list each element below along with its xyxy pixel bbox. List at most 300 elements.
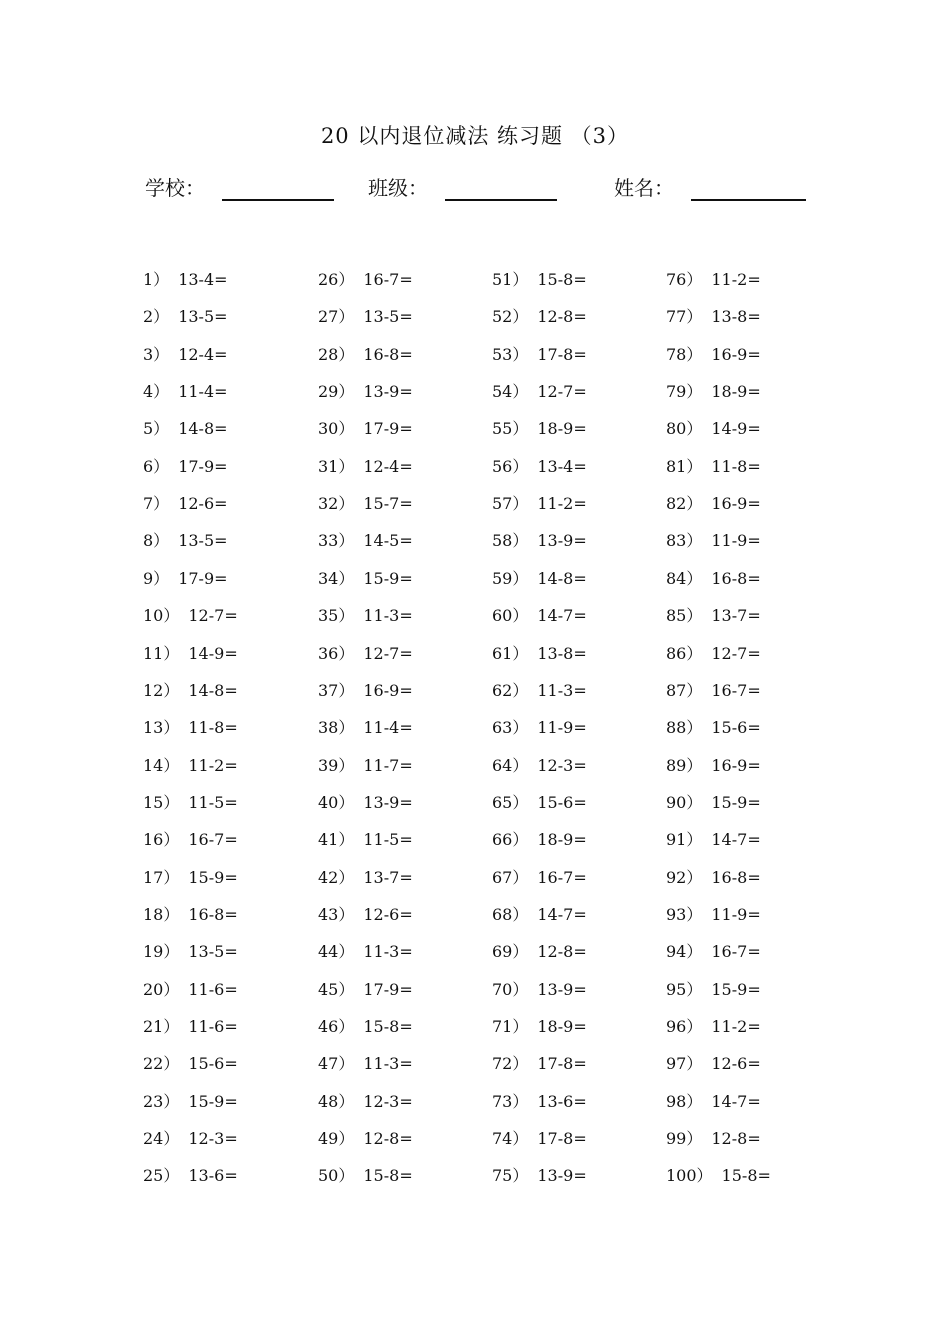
problem-item xyxy=(666,789,761,817)
problem-number: 17） xyxy=(143,868,180,887)
problem-number: 2） xyxy=(143,307,170,326)
problem-expression: 13-5= xyxy=(178,531,228,550)
problem-expression: 16-7= xyxy=(537,868,587,887)
problem-item xyxy=(318,1050,413,1078)
problem-number: 22） xyxy=(143,1054,180,1073)
problem-item xyxy=(143,901,238,929)
problem-item xyxy=(318,527,413,555)
problem-item xyxy=(492,976,587,1004)
problem-item xyxy=(143,677,238,705)
problem-expression: 11-2= xyxy=(188,756,238,775)
problem-number: 92） xyxy=(666,868,703,887)
problem-number: 83） xyxy=(666,531,703,550)
problem-item xyxy=(143,640,238,668)
problem-item xyxy=(492,303,587,331)
problem-expression: 16-7= xyxy=(363,270,413,289)
problem-expression: 15-6= xyxy=(537,793,587,812)
problem-item xyxy=(492,864,587,892)
problem-number: 62） xyxy=(492,681,529,700)
problem-item xyxy=(492,1088,587,1116)
problem-number: 64） xyxy=(492,756,529,775)
problem-number: 87） xyxy=(666,681,703,700)
problem-item xyxy=(492,1125,587,1153)
problem-item xyxy=(666,826,761,854)
problem-item xyxy=(666,901,761,929)
problem-expression: 11-3= xyxy=(363,942,413,961)
problem-number: 49） xyxy=(318,1129,355,1148)
problem-item xyxy=(666,1088,761,1116)
problem-item xyxy=(666,677,761,705)
problem-item xyxy=(492,938,587,966)
problem-expression: 15-8= xyxy=(363,1166,413,1185)
problem-expression: 14-8= xyxy=(178,419,228,438)
problem-item xyxy=(492,826,587,854)
problem-item xyxy=(666,453,761,481)
problem-item xyxy=(143,826,238,854)
problem-number: 4） xyxy=(143,382,170,401)
problem-expression: 11-8= xyxy=(188,718,238,737)
problem-expression: 12-7= xyxy=(537,382,587,401)
problem-item xyxy=(318,565,413,593)
problem-number: 44） xyxy=(318,942,355,961)
problem-item xyxy=(666,341,761,369)
problem-number: 94） xyxy=(666,942,703,961)
problem-expression: 11-6= xyxy=(188,980,238,999)
problem-number: 65） xyxy=(492,793,529,812)
problem-number: 97） xyxy=(666,1054,703,1073)
problem-expression: 16-8= xyxy=(363,345,413,364)
problem-item xyxy=(492,527,587,555)
problem-expression: 17-9= xyxy=(178,569,228,588)
problem-expression: 15-8= xyxy=(721,1166,771,1185)
problem-item xyxy=(143,752,238,780)
problem-expression: 12-6= xyxy=(711,1054,761,1073)
problem-number: 9） xyxy=(143,569,170,588)
problem-expression: 14-7= xyxy=(711,830,761,849)
problem-number: 78） xyxy=(666,345,703,364)
problem-number: 67） xyxy=(492,868,529,887)
problem-item xyxy=(666,640,761,668)
problem-expression: 13-7= xyxy=(711,606,761,625)
problem-item xyxy=(143,938,238,966)
problem-expression: 14-7= xyxy=(537,905,587,924)
problem-number: 42） xyxy=(318,868,355,887)
problem-number: 85） xyxy=(666,606,703,625)
problem-number: 12） xyxy=(143,681,180,700)
problem-number: 56） xyxy=(492,457,529,476)
problem-item xyxy=(143,453,228,481)
problem-expression: 11-8= xyxy=(711,457,761,476)
problem-item xyxy=(666,303,761,331)
problem-number: 34） xyxy=(318,569,355,588)
problem-item xyxy=(492,266,587,294)
problem-number: 23） xyxy=(143,1092,180,1111)
problem-item xyxy=(492,378,587,406)
problem-expression: 17-9= xyxy=(363,980,413,999)
problem-number: 100） xyxy=(666,1166,713,1185)
problem-expression: 11-5= xyxy=(188,793,238,812)
problem-expression: 12-8= xyxy=(711,1129,761,1148)
problem-item xyxy=(318,1088,413,1116)
problem-number: 38） xyxy=(318,718,355,737)
problem-number: 26） xyxy=(318,270,355,289)
problem-number: 37） xyxy=(318,681,355,700)
problem-expression: 14-5= xyxy=(363,531,413,550)
problem-item xyxy=(143,527,228,555)
problem-number: 88） xyxy=(666,718,703,737)
problem-expression: 13-7= xyxy=(363,868,413,887)
problem-number: 40） xyxy=(318,793,355,812)
problem-number: 31） xyxy=(318,457,355,476)
problem-expression: 14-8= xyxy=(188,681,238,700)
problem-expression: 16-7= xyxy=(711,681,761,700)
problem-number: 95） xyxy=(666,980,703,999)
problem-expression: 18-9= xyxy=(711,382,761,401)
problem-number: 79） xyxy=(666,382,703,401)
problem-number: 71） xyxy=(492,1017,529,1036)
problem-item xyxy=(143,714,238,742)
problem-expression: 16-7= xyxy=(711,942,761,961)
problem-number: 50） xyxy=(318,1166,355,1185)
problem-expression: 11-9= xyxy=(537,718,587,737)
problem-number: 11） xyxy=(143,644,180,663)
problem-expression: 14-8= xyxy=(537,569,587,588)
problem-number: 51） xyxy=(492,270,529,289)
problem-number: 33） xyxy=(318,531,355,550)
problem-item xyxy=(666,714,761,742)
problem-number: 5） xyxy=(143,419,170,438)
problem-item xyxy=(318,602,413,630)
problem-item xyxy=(492,714,587,742)
problem-expression: 12-4= xyxy=(363,457,413,476)
problem-number: 39） xyxy=(318,756,355,775)
problem-expression: 13-9= xyxy=(363,793,413,812)
worksheet-title: 20 以内退位减法 练习题 （3） xyxy=(320,124,630,148)
problem-expression: 15-9= xyxy=(711,793,761,812)
problem-item xyxy=(492,490,587,518)
student-info-row xyxy=(0,172,950,206)
problem-expression: 15-9= xyxy=(363,569,413,588)
problem-item xyxy=(318,826,413,854)
problem-number: 68） xyxy=(492,905,529,924)
school-label: 学校： xyxy=(145,176,205,200)
problem-item xyxy=(492,901,587,929)
problem-number: 75） xyxy=(492,1166,529,1185)
problem-number: 15） xyxy=(143,793,180,812)
problem-expression: 13-5= xyxy=(363,307,413,326)
problem-number: 58） xyxy=(492,531,529,550)
problem-expression: 14-7= xyxy=(711,1092,761,1111)
problem-item xyxy=(666,490,761,518)
problem-number: 27） xyxy=(318,307,355,326)
problem-expression: 18-9= xyxy=(537,419,587,438)
problem-expression: 11-2= xyxy=(711,270,761,289)
problem-item xyxy=(318,714,413,742)
problem-number: 30） xyxy=(318,419,355,438)
problem-expression: 16-9= xyxy=(363,681,413,700)
problem-item xyxy=(492,602,587,630)
problem-item xyxy=(666,1013,761,1041)
problem-expression: 18-9= xyxy=(537,830,587,849)
problem-expression: 12-6= xyxy=(178,494,228,513)
problem-number: 6） xyxy=(143,457,170,476)
problem-item xyxy=(143,976,238,1004)
problem-number: 24） xyxy=(143,1129,180,1148)
problem-expression: 12-6= xyxy=(363,905,413,924)
problem-item xyxy=(143,1050,238,1078)
problem-item xyxy=(492,453,587,481)
problem-item xyxy=(143,864,238,892)
problem-item xyxy=(318,303,413,331)
problem-item xyxy=(666,602,761,630)
problem-item xyxy=(318,266,413,294)
problem-item xyxy=(492,640,587,668)
problem-number: 18） xyxy=(143,905,180,924)
problem-number: 74） xyxy=(492,1129,529,1148)
problem-expression: 12-8= xyxy=(537,307,587,326)
problem-item xyxy=(143,266,228,294)
name-blank-line[interactable] xyxy=(691,199,806,201)
problem-item xyxy=(143,1125,238,1153)
problem-item xyxy=(492,1162,587,1190)
problem-expression: 17-8= xyxy=(537,1129,587,1148)
problem-expression: 15-9= xyxy=(188,1092,238,1111)
problem-expression: 12-8= xyxy=(363,1129,413,1148)
name-label: 姓名： xyxy=(614,176,674,200)
problem-expression: 12-7= xyxy=(188,606,238,625)
problem-expression: 16-9= xyxy=(711,494,761,513)
problem-expression: 13-4= xyxy=(537,457,587,476)
problem-number: 84） xyxy=(666,569,703,588)
problem-expression: 13-9= xyxy=(537,531,587,550)
problem-expression: 17-9= xyxy=(178,457,228,476)
problem-item xyxy=(492,565,587,593)
problem-item xyxy=(318,677,413,705)
problem-item xyxy=(666,1125,761,1153)
problem-number: 91） xyxy=(666,830,703,849)
problem-item xyxy=(492,789,587,817)
problem-item xyxy=(666,938,761,966)
problem-number: 57） xyxy=(492,494,529,513)
problem-item xyxy=(143,1162,238,1190)
problem-item xyxy=(143,378,228,406)
problem-expression: 11-3= xyxy=(363,606,413,625)
problem-item xyxy=(666,1162,771,1190)
problem-number: 7） xyxy=(143,494,170,513)
problem-item xyxy=(492,677,587,705)
problem-expression: 16-9= xyxy=(711,756,761,775)
problem-item xyxy=(143,341,228,369)
problem-item xyxy=(143,1013,238,1041)
problem-expression: 15-6= xyxy=(188,1054,238,1073)
problem-item xyxy=(318,341,413,369)
problem-number: 81） xyxy=(666,457,703,476)
problem-number: 20） xyxy=(143,980,180,999)
problem-expression: 17-9= xyxy=(363,419,413,438)
problem-number: 16） xyxy=(143,830,180,849)
problem-expression: 11-9= xyxy=(711,905,761,924)
problem-item xyxy=(318,1125,413,1153)
problem-number: 32） xyxy=(318,494,355,513)
class-label: 班级： xyxy=(368,176,428,200)
problem-item xyxy=(318,415,413,443)
problem-expression: 15-6= xyxy=(711,718,761,737)
problem-expression: 13-9= xyxy=(537,1166,587,1185)
problem-item xyxy=(318,864,413,892)
problem-number: 43） xyxy=(318,905,355,924)
problem-expression: 11-3= xyxy=(537,681,587,700)
problem-expression: 12-3= xyxy=(537,756,587,775)
problem-expression: 12-7= xyxy=(363,644,413,663)
problem-expression: 11-6= xyxy=(188,1017,238,1036)
problem-expression: 16-9= xyxy=(711,345,761,364)
problem-expression: 12-8= xyxy=(537,942,587,961)
problem-expression: 13-5= xyxy=(188,942,238,961)
problem-number: 55） xyxy=(492,419,529,438)
problem-item xyxy=(318,752,413,780)
problem-number: 61） xyxy=(492,644,529,663)
problem-item xyxy=(318,901,413,929)
problem-expression: 15-7= xyxy=(363,494,413,513)
problem-item xyxy=(143,303,228,331)
problem-item xyxy=(143,490,228,518)
problem-expression: 13-8= xyxy=(537,644,587,663)
problem-expression: 16-8= xyxy=(711,868,761,887)
problem-expression: 13-8= xyxy=(711,307,761,326)
problem-number: 52） xyxy=(492,307,529,326)
problem-item xyxy=(143,565,228,593)
problem-number: 80） xyxy=(666,419,703,438)
problem-expression: 16-8= xyxy=(711,569,761,588)
problem-number: 19） xyxy=(143,942,180,961)
problem-number: 48） xyxy=(318,1092,355,1111)
problem-number: 60） xyxy=(492,606,529,625)
problem-number: 82） xyxy=(666,494,703,513)
problem-number: 36） xyxy=(318,644,355,663)
problem-number: 47） xyxy=(318,1054,355,1073)
problem-item xyxy=(666,752,761,780)
problem-item xyxy=(666,266,761,294)
problem-number: 1） xyxy=(143,270,170,289)
problem-number: 35） xyxy=(318,606,355,625)
problem-item xyxy=(318,976,413,1004)
problem-item xyxy=(143,602,238,630)
problem-item xyxy=(666,864,761,892)
problem-expression: 15-8= xyxy=(363,1017,413,1036)
problem-number: 69） xyxy=(492,942,529,961)
problem-item xyxy=(492,752,587,780)
problem-item xyxy=(492,415,587,443)
problem-expression: 18-9= xyxy=(537,1017,587,1036)
problem-expression: 11-4= xyxy=(178,382,228,401)
problem-number: 76） xyxy=(666,270,703,289)
problem-expression: 13-5= xyxy=(178,307,228,326)
problem-number: 14） xyxy=(143,756,180,775)
problem-expression: 12-7= xyxy=(711,644,761,663)
problem-expression: 14-7= xyxy=(537,606,587,625)
problem-item xyxy=(318,938,413,966)
problem-number: 53） xyxy=(492,345,529,364)
problem-number: 96） xyxy=(666,1017,703,1036)
problem-expression: 11-7= xyxy=(363,756,413,775)
problem-number: 73） xyxy=(492,1092,529,1111)
problem-item xyxy=(318,1013,413,1041)
problem-item xyxy=(666,565,761,593)
problem-expression: 17-8= xyxy=(537,345,587,364)
problem-expression: 11-9= xyxy=(711,531,761,550)
problem-number: 86） xyxy=(666,644,703,663)
problem-number: 66） xyxy=(492,830,529,849)
problem-item xyxy=(318,453,413,481)
problem-number: 28） xyxy=(318,345,355,364)
problem-number: 72） xyxy=(492,1054,529,1073)
problem-expression: 13-6= xyxy=(188,1166,238,1185)
problem-number: 46） xyxy=(318,1017,355,1036)
problem-number: 10） xyxy=(143,606,180,625)
problem-item xyxy=(666,976,761,1004)
school-blank-line[interactable] xyxy=(222,199,334,201)
problem-item xyxy=(492,1050,587,1078)
problem-number: 29） xyxy=(318,382,355,401)
problem-expression: 17-8= xyxy=(537,1054,587,1073)
problem-expression: 11-5= xyxy=(363,830,413,849)
problem-item xyxy=(318,789,413,817)
problem-item xyxy=(318,490,413,518)
problem-number: 8） xyxy=(143,531,170,550)
problem-number: 21） xyxy=(143,1017,180,1036)
problem-item xyxy=(318,378,413,406)
problem-expression: 11-3= xyxy=(363,1054,413,1073)
problem-expression: 11-4= xyxy=(363,718,413,737)
problem-item xyxy=(143,1088,238,1116)
problem-item xyxy=(666,1050,761,1078)
problem-number: 77） xyxy=(666,307,703,326)
problem-number: 13） xyxy=(143,718,180,737)
problem-expression: 12-3= xyxy=(363,1092,413,1111)
problem-expression: 13-4= xyxy=(178,270,228,289)
problem-expression: 12-3= xyxy=(188,1129,238,1148)
problem-expression: 13-9= xyxy=(537,980,587,999)
problem-expression: 12-4= xyxy=(178,345,228,364)
problem-expression: 15-8= xyxy=(537,270,587,289)
problem-expression: 14-9= xyxy=(711,419,761,438)
problem-expression: 15-9= xyxy=(711,980,761,999)
problem-number: 3） xyxy=(143,345,170,364)
problem-expression: 14-9= xyxy=(188,644,238,663)
problem-expression: 13-6= xyxy=(537,1092,587,1111)
problem-number: 93） xyxy=(666,905,703,924)
problem-number: 41） xyxy=(318,830,355,849)
class-blank-line[interactable] xyxy=(445,199,557,201)
problem-number: 63） xyxy=(492,718,529,737)
problem-item xyxy=(492,1013,587,1041)
problem-number: 89） xyxy=(666,756,703,775)
problem-number: 99） xyxy=(666,1129,703,1148)
problem-number: 25） xyxy=(143,1166,180,1185)
problem-number: 45） xyxy=(318,980,355,999)
problem-item xyxy=(666,527,761,555)
problem-item xyxy=(143,789,238,817)
problem-item xyxy=(143,415,228,443)
problem-item xyxy=(318,640,413,668)
problem-expression: 16-8= xyxy=(188,905,238,924)
problem-number: 90） xyxy=(666,793,703,812)
problem-item xyxy=(666,378,761,406)
problem-expression: 11-2= xyxy=(537,494,587,513)
problem-item xyxy=(318,1162,413,1190)
problem-expression: 16-7= xyxy=(188,830,238,849)
problem-expression: 15-9= xyxy=(188,868,238,887)
